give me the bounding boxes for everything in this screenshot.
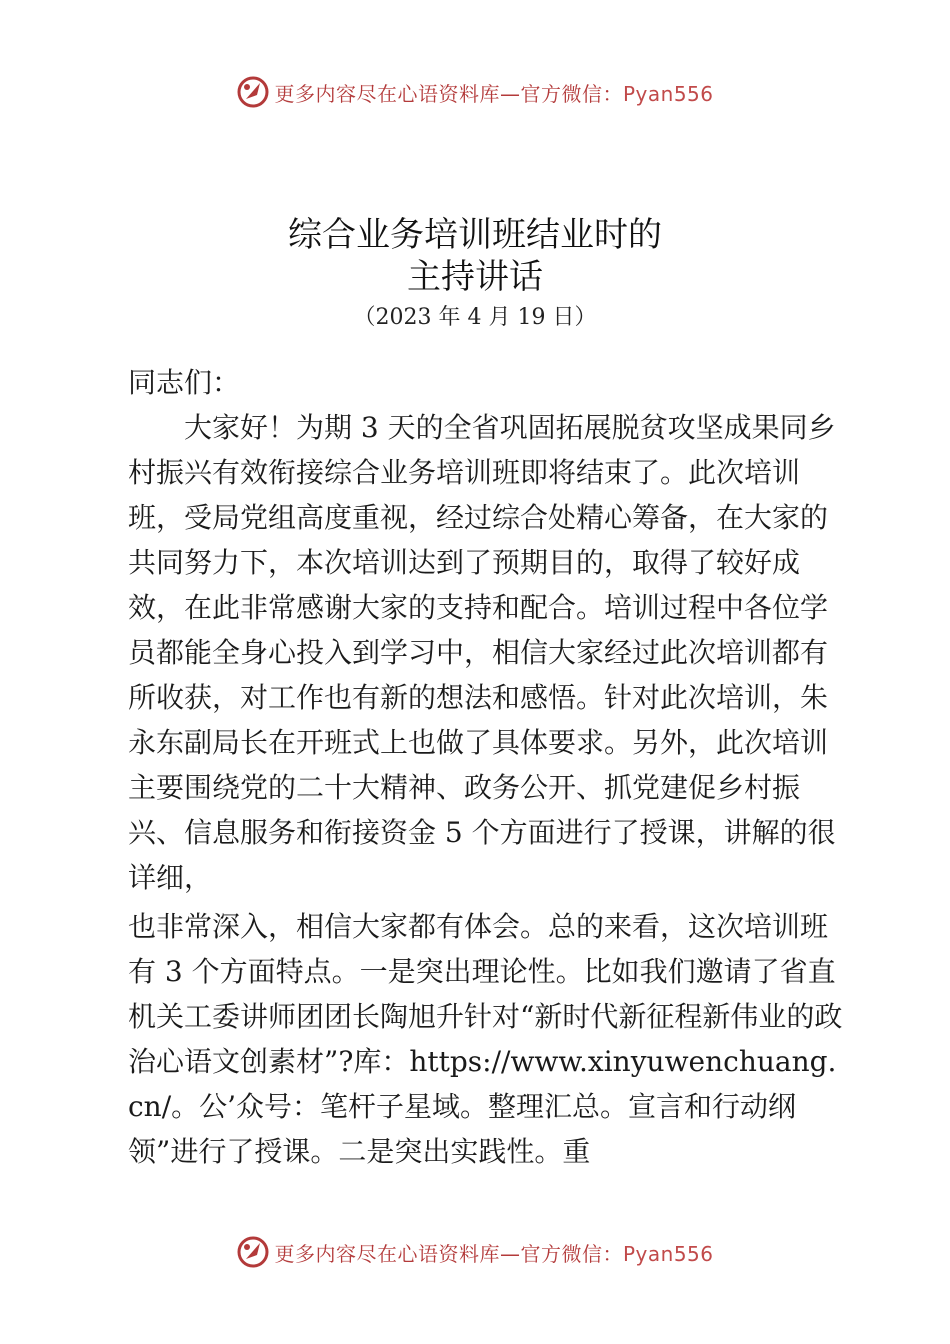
brand-logo-icon (236, 75, 270, 109)
greeting: 同志们： (128, 366, 241, 399)
banner-wechat-handle: Pyan556 (622, 1241, 714, 1266)
footer-watermark-banner (0, 1232, 950, 1272)
document-body (128, 360, 848, 1174)
banner-text: 更多内容尽在心语资料库—官方微信：Pyan556 (274, 81, 714, 106)
banner-text: 更多内容尽在心语资料库—官方微信：Pyan556 (274, 1241, 714, 1266)
document-title (0, 214, 950, 298)
title-line-1: 综合业务培训班结业时的 (288, 215, 662, 255)
banner-wechat-handle: Pyan556 (622, 81, 714, 106)
document-date: （2023 年 4 月 19 日） (353, 305, 597, 330)
paragraph-2: 也非常深入，相信大家都有体会。总的来看，这次培训班有 3 个方面特点。一是突出理论性。比如我们邀请了省直机关工委讲师团团长陶旭升针对“新时代新征程新伟业的政治心语文创素材”?库：https://www.xinyuwenchuang.cn/。公’众号：笔杆子星域。整理汇总。宣言和行动纲领”进行了授课。二是突出实践性。重 (128, 910, 843, 1168)
header-watermark-banner (0, 72, 950, 112)
brand-logo-icon (236, 1235, 270, 1269)
title-line-2: 主持讲话 (407, 257, 543, 297)
paragraph-1: 大家好！为期 3 天的全省巩固拓展脱贫攻坚成果同乡村振兴有效衔接综合业务培训班即将结束了。此次培训班，受局党组高度重视，经过综合处精心筹备，在大家的共同努力下，本次培训达到了预期目的，取得了较好成效，在此非常感谢大家的支持和配合。培训过程中各位学员都能全身心投入到学习中，相信大家经过此次培训都有所收获，对工作也有新的想法和感悟。针对此次培训，朱永东副局长在开班式上也做了具体要求。另外，此次培训主要围绕党的二十大精神、政务公开、抓党建促乡村振兴、信息服务和衔接资金 5 个方面进行了授课，讲解的很详细， (128, 411, 836, 894)
